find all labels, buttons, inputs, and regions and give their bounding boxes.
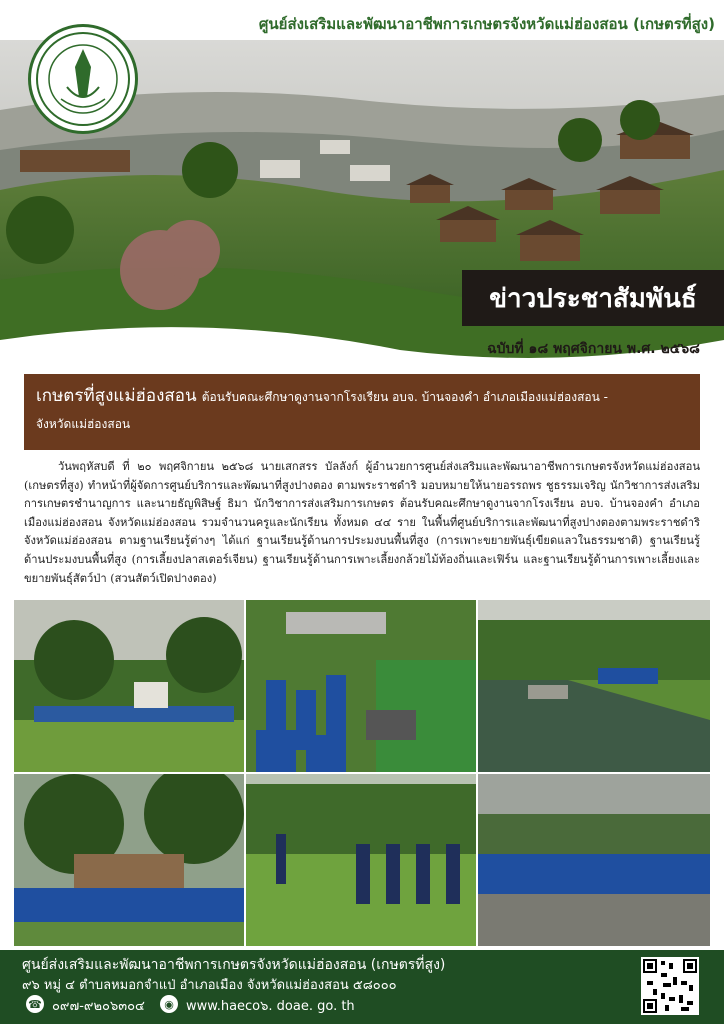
footer-address: ๙๖ หมู่ ๔ ตำบลหมอกจำแป่ อำเภอเมือง จังหวัดแม่ฮ่องสอน ๕๘๐๐๐: [22, 978, 397, 993]
headline-subtitle: ต้อนรับคณะศึกษาดูงานจากโรงเรียน อบจ. บ้านจองคำ อำเภอเมืองแม่ฮ่องสอน -: [201, 390, 608, 404]
photo-lawn-briefing: [246, 774, 476, 946]
photo-pond-landscape: [478, 600, 710, 772]
press-release-label: ข่าวประชาสัมพันธ์: [462, 270, 724, 326]
photo-group-farm-sign: [478, 774, 710, 946]
issue-date: ฉบับที่ ๑๘ พฤศจิกายน พ.ศ. ๒๕๖๘: [487, 341, 700, 357]
headline-title: เกษตรที่สูงแม่ฮ่องสอน: [36, 386, 197, 406]
photo-fish-pond-visit: [246, 600, 476, 772]
article-body: วันพฤหัสบดี ที่ ๒๐ พฤศจิกายน ๒๕๖๘ นายเสกสรร บัลลังก์ ผู้อำนวยการศูนย์ส่งเสริมและพัฒนาอาชีพการเกษตรจังหวัดแม่ฮ่องสอน (เกษตรที่สูง) ทำหน้าที่ผู้จัดการศูนย์บริการและพัฒนาที่สูงปางตอง ตามพระราชดำริ มอบหมายให้นายอรรถพร ชูธรรมเจริญ นักวิชาการส่งเสริมการเกษตรชำนาญการ และนายธัญพิสิษฐ์ ธิมา นักวิชาการส่งเสริมการเกษตร ต้อนรับคณะศึกษาดูงานจากโรงเรียน อบจ. บ้านจองคำ อำเภอเมืองแม่ฮ่องสอน จังหวัดแม่ฮ่องสอน รวมจำนวนครูและนักเรียน ทั้งหมด ๔๔ ราย ในพื้นที่ศูนย์บริการและพัฒนาที่สูงปางตองตามพระราชดำริ จังหวัดแม่ฮ่องสอน ตามฐานเรียนรู้ต่างๆ ได้แก่ ฐานเรียนรู้ด้านการประมงบนพื้นที่สูง (การเพาะขยายพันธุ์เขียดแลวในธรรมชาติ) ฐานเรียนรู้ด้านประมงบนพื้นที่สูง (การเลี้ยงปลาสเตอร์เจียน) ฐานเรียนรู้ด้านการเพาะเลี้ยงกล้วยไม้ท้องถิ่นและเฟิร์น และฐานเรียนรู้ด้านการเพาะเลี้ยงและขยายพันธุ์สัตว์ป่า (สวนสัตว์เปิดปางตอง): [24, 460, 700, 585]
globe-icon: ◉: [160, 995, 178, 1013]
department-seal-logo: [28, 24, 138, 134]
headline-box: [24, 374, 700, 450]
photo-group-entrance: [14, 774, 244, 946]
phone-icon: ☎: [26, 995, 44, 1013]
headline-subtitle-line2: จังหวัดแม่ฮ่องสอน: [36, 417, 131, 431]
footer-website-link[interactable]: www.haeco๖. doae. go. th: [186, 999, 355, 1014]
footer-phone: ๐๙๗-๙๒๐๖๓๐๔: [52, 999, 145, 1014]
header-title: ศูนย์ส่งเสริมและพัฒนาอาชีพการเกษตรจังหวัดแม่ฮ่องสอน (เกษตรที่สูง): [258, 15, 715, 33]
qr-code: [641, 957, 699, 1015]
footer-organization: ศูนย์ส่งเสริมและพัฒนาอาชีพการเกษตรจังหวัดแม่ฮ่องสอน (เกษตรที่สูง): [22, 957, 446, 973]
photo-group-sign: [14, 600, 244, 772]
